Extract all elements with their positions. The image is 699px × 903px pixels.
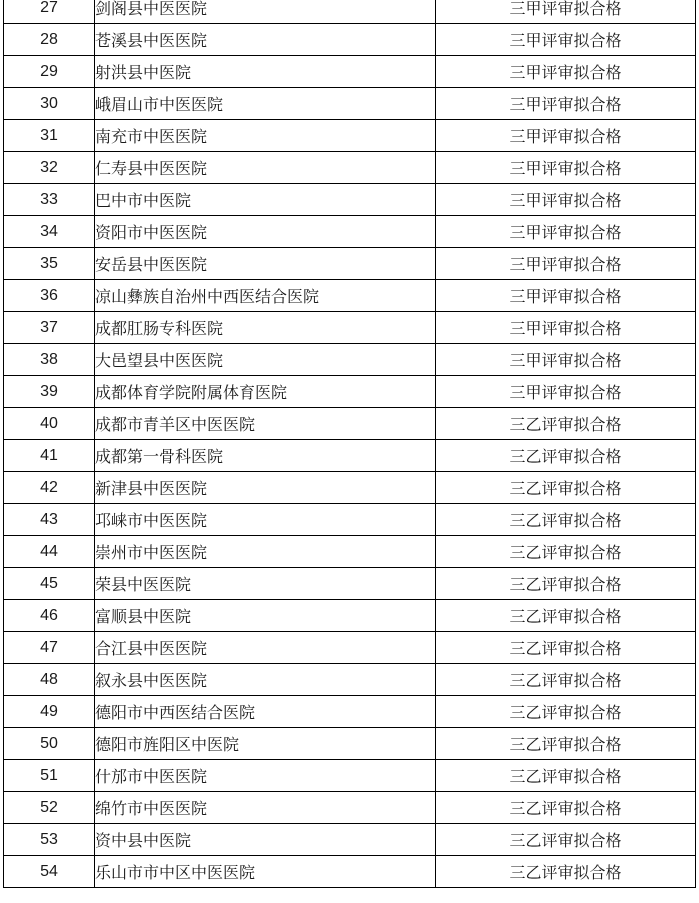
row-number-cell: 40 [4, 408, 95, 440]
table-row [4, 632, 696, 664]
table-row [4, 472, 696, 504]
row-number-cell: 53 [4, 824, 95, 856]
table-row [4, 824, 696, 856]
review-result-cell: 三甲评审拟合格 [436, 248, 696, 280]
hospital-name-cell: 南充市中医医院 [95, 120, 436, 152]
review-result-cell: 三甲评审拟合格 [436, 24, 696, 56]
table-body [4, 0, 696, 888]
row-number-cell: 37 [4, 312, 95, 344]
row-number-cell: 35 [4, 248, 95, 280]
hospital-name-cell: 资中县中医院 [95, 824, 436, 856]
table-row [4, 664, 696, 696]
hospital-name-cell: 荣县中医医院 [95, 568, 436, 600]
table-row [4, 568, 696, 600]
row-number-cell: 43 [4, 504, 95, 536]
hospital-name-cell: 凉山彝族自治州中西医结合医院 [95, 280, 436, 312]
hospital-name-cell: 富顺县中医院 [95, 600, 436, 632]
hospital-name-cell: 德阳市旌阳区中医院 [95, 728, 436, 760]
review-result-cell: 三甲评审拟合格 [436, 184, 696, 216]
row-number-cell: 31 [4, 120, 95, 152]
hospital-name-cell: 什邡市中医医院 [95, 760, 436, 792]
hospital-name-cell: 剑阁县中医医院 [95, 0, 436, 24]
review-result-cell: 三甲评审拟合格 [436, 216, 696, 248]
row-number-cell: 27 [4, 0, 95, 24]
row-number-cell: 47 [4, 632, 95, 664]
hospital-name-cell: 大邑望县中医医院 [95, 344, 436, 376]
row-number-cell: 30 [4, 88, 95, 120]
hospital-name-cell: 成都第一骨科医院 [95, 440, 436, 472]
review-result-cell: 三乙评审拟合格 [436, 824, 696, 856]
hospital-name-cell: 叙永县中医医院 [95, 664, 436, 696]
hospital-name-cell: 邛崃市中医医院 [95, 504, 436, 536]
hospital-name-cell: 射洪县中医院 [95, 56, 436, 88]
review-result-cell: 三甲评审拟合格 [436, 280, 696, 312]
review-result-cell: 三乙评审拟合格 [436, 600, 696, 632]
row-number-cell: 39 [4, 376, 95, 408]
review-result-cell: 三乙评审拟合格 [436, 536, 696, 568]
review-result-cell: 三乙评审拟合格 [436, 504, 696, 536]
hospital-name-cell: 安岳县中医医院 [95, 248, 436, 280]
hospital-name-cell: 乐山市市中区中医医院 [95, 856, 436, 888]
row-number-cell: 44 [4, 536, 95, 568]
review-result-cell: 三乙评审拟合格 [436, 408, 696, 440]
hospital-name-cell: 绵竹市中医医院 [95, 792, 436, 824]
row-number-cell: 46 [4, 600, 95, 632]
row-number-cell: 28 [4, 24, 95, 56]
row-number-cell: 51 [4, 760, 95, 792]
review-result-cell: 三乙评审拟合格 [436, 728, 696, 760]
review-result-cell: 三乙评审拟合格 [436, 664, 696, 696]
hospital-name-cell: 成都体育学院附属体育医院 [95, 376, 436, 408]
table-row [4, 248, 696, 280]
row-number-cell: 38 [4, 344, 95, 376]
review-result-cell: 三甲评审拟合格 [436, 88, 696, 120]
hospital-name-cell: 苍溪县中医医院 [95, 24, 436, 56]
hospital-name-cell: 合江县中医医院 [95, 632, 436, 664]
hospital-name-cell: 仁寿县中医医院 [95, 152, 436, 184]
table-row [4, 856, 696, 888]
table-row [4, 56, 696, 88]
hospital-name-cell: 巴中市中医院 [95, 184, 436, 216]
table-row [4, 728, 696, 760]
table-row [4, 408, 696, 440]
review-result-cell: 三甲评审拟合格 [436, 0, 696, 24]
review-result-cell: 三乙评审拟合格 [436, 440, 696, 472]
table-row [4, 0, 696, 24]
table-row [4, 152, 696, 184]
review-result-cell: 三甲评审拟合格 [436, 376, 696, 408]
table-row [4, 760, 696, 792]
hospital-name-cell: 成都肛肠专科医院 [95, 312, 436, 344]
table-row [4, 280, 696, 312]
row-number-cell: 29 [4, 56, 95, 88]
hospital-list-table [3, 0, 696, 888]
table-row [4, 536, 696, 568]
review-result-cell: 三乙评审拟合格 [436, 568, 696, 600]
review-result-cell: 三乙评审拟合格 [436, 856, 696, 888]
row-number-cell: 49 [4, 696, 95, 728]
review-result-cell: 三乙评审拟合格 [436, 472, 696, 504]
hospital-name-cell: 峨眉山市中医医院 [95, 88, 436, 120]
review-result-cell: 三乙评审拟合格 [436, 760, 696, 792]
review-result-cell: 三乙评审拟合格 [436, 792, 696, 824]
table-row [4, 792, 696, 824]
review-result-cell: 三乙评审拟合格 [436, 632, 696, 664]
review-result-cell: 三甲评审拟合格 [436, 56, 696, 88]
row-number-cell: 34 [4, 216, 95, 248]
table-row [4, 344, 696, 376]
hospital-name-cell: 德阳市中西医结合医院 [95, 696, 436, 728]
table-row [4, 120, 696, 152]
table-row [4, 504, 696, 536]
row-number-cell: 54 [4, 856, 95, 888]
table-row [4, 312, 696, 344]
row-number-cell: 48 [4, 664, 95, 696]
row-number-cell: 42 [4, 472, 95, 504]
review-result-cell: 三甲评审拟合格 [436, 312, 696, 344]
review-result-cell: 三甲评审拟合格 [436, 152, 696, 184]
review-result-cell: 三甲评审拟合格 [436, 344, 696, 376]
row-number-cell: 32 [4, 152, 95, 184]
row-number-cell: 50 [4, 728, 95, 760]
row-number-cell: 33 [4, 184, 95, 216]
table-row [4, 376, 696, 408]
table-row [4, 216, 696, 248]
row-number-cell: 52 [4, 792, 95, 824]
hospital-name-cell: 资阳市中医医院 [95, 216, 436, 248]
table-row [4, 696, 696, 728]
hospital-name-cell: 崇州市中医医院 [95, 536, 436, 568]
review-result-cell: 三甲评审拟合格 [436, 120, 696, 152]
table-row [4, 24, 696, 56]
table-row [4, 88, 696, 120]
table-row [4, 600, 696, 632]
table-row [4, 440, 696, 472]
review-result-cell: 三乙评审拟合格 [436, 696, 696, 728]
row-number-cell: 36 [4, 280, 95, 312]
table-row [4, 184, 696, 216]
hospital-name-cell: 新津县中医医院 [95, 472, 436, 504]
row-number-cell: 41 [4, 440, 95, 472]
row-number-cell: 45 [4, 568, 95, 600]
hospital-name-cell: 成都市青羊区中医医院 [95, 408, 436, 440]
